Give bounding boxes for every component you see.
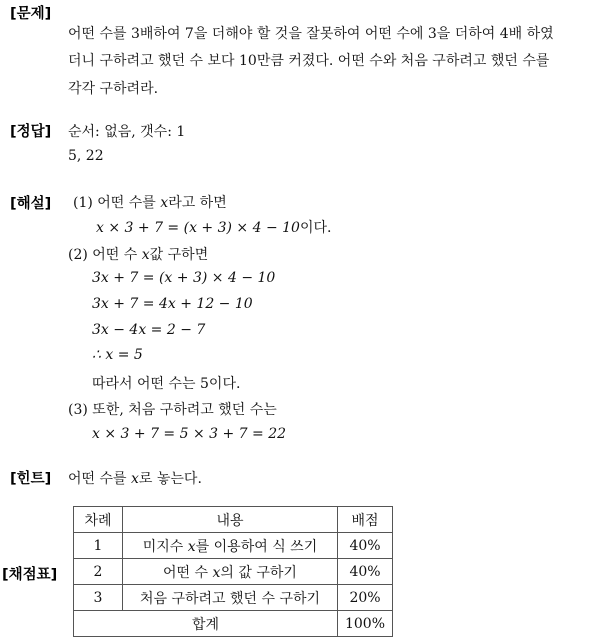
rubric-header-row	[74, 507, 393, 533]
rubric-total-label: 합계	[74, 611, 338, 637]
rubric-total-row	[74, 611, 393, 637]
answer-value: 5, 22	[68, 148, 104, 164]
rubric-row-pre: 어떤 수	[163, 564, 213, 581]
problem-line-1: 어떤 수를 3배하여 7을 더해야 할 것을 잘못하여 어떤 수에 3을 더하여 4배 하였	[68, 26, 554, 42]
rubric-row-content	[123, 533, 338, 559]
solution-step1-equation-tail: 이다.	[299, 220, 332, 236]
solution-step2-head: (2) 어떤 수	[68, 247, 142, 263]
solution-step1-head: (1) 어떤 수를	[73, 195, 161, 211]
solution-equation-2: 3x + 7 = 4x + 12 − 10	[92, 296, 253, 312]
answer-meta: 순서: 없음, 갯수: 1	[68, 124, 186, 140]
solution-step1-line	[73, 192, 227, 212]
problem-line-2: 더니 구하려고 했던 수 보다 10만큼 커졌다. 어떤 수와 처음 구하려고 했던 수를	[68, 53, 550, 69]
solution-step2-var: x	[141, 247, 150, 263]
rubric-row-pre: 처음 구하려고 했던 수 구하기	[139, 590, 321, 607]
answer-tag: [정답]	[10, 124, 52, 140]
rubric-header-score: 배점	[338, 507, 393, 533]
solution-step2-tail: 값 구하면	[149, 247, 209, 263]
rubric-tag: [채점표]	[2, 567, 58, 583]
rubric-row-var: x	[187, 538, 196, 555]
rubric-row-post: 를 이용하여 식 쓰기	[195, 538, 318, 555]
table-row	[74, 585, 393, 611]
rubric-row-score: 40%	[338, 559, 393, 585]
rubric-row-pre: 미지수	[142, 538, 188, 555]
problem-tag: [문제]	[10, 6, 52, 22]
hint-var: x	[131, 471, 139, 487]
solution-tag: [해설]	[10, 196, 52, 212]
solution-step2-line	[68, 244, 208, 264]
solution-equation-1: 3x + 7 = (x + 3) × 4 − 10	[92, 270, 276, 286]
solution-equation-4: ∴ x = 5	[92, 347, 143, 363]
solution-step1-equation: x × 3 + 7 = (x + 3) × 4 − 10	[96, 220, 300, 236]
rubric-header-order: 차례	[74, 507, 123, 533]
solution-step1-tail: 라고 하면	[168, 195, 227, 211]
solution-step1-equation-line	[96, 217, 331, 237]
table-row	[74, 533, 393, 559]
hint-line	[68, 468, 202, 488]
solution-conclusion: 따라서 어떤 수는 5이다.	[92, 376, 241, 392]
problem-line-3: 각각 구하려라.	[68, 81, 159, 97]
rubric-row-order: 2	[74, 559, 123, 585]
rubric-row-var: x	[212, 564, 221, 581]
rubric-row-order: 1	[74, 533, 123, 559]
hint-post: 로 놓는다.	[138, 471, 202, 487]
rubric-row-post: 의 값 구하기	[220, 564, 297, 581]
hint-pre: 어떤 수를	[68, 471, 131, 487]
rubric-row-content	[123, 585, 338, 611]
rubric-header-content: 내용	[123, 507, 338, 533]
rubric-row-order: 3	[74, 585, 123, 611]
rubric-row-score: 20%	[338, 585, 393, 611]
solution-equation-3: 3x − 4x = 2 − 7	[92, 322, 206, 338]
rubric-table	[73, 506, 393, 637]
table-row	[74, 559, 393, 585]
solution-step3-head: (3) 또한, 처음 구하려고 했던 수는	[68, 402, 277, 418]
solution-step3-equation: x × 3 + 7 = 5 × 3 + 7 = 22	[92, 426, 287, 442]
rubric-row-score: 40%	[338, 533, 393, 559]
hint-tag: [힌트]	[10, 471, 52, 487]
rubric-total-score: 100%	[338, 611, 393, 637]
solution-step1-var: x	[160, 195, 169, 211]
rubric-row-content	[123, 559, 338, 585]
